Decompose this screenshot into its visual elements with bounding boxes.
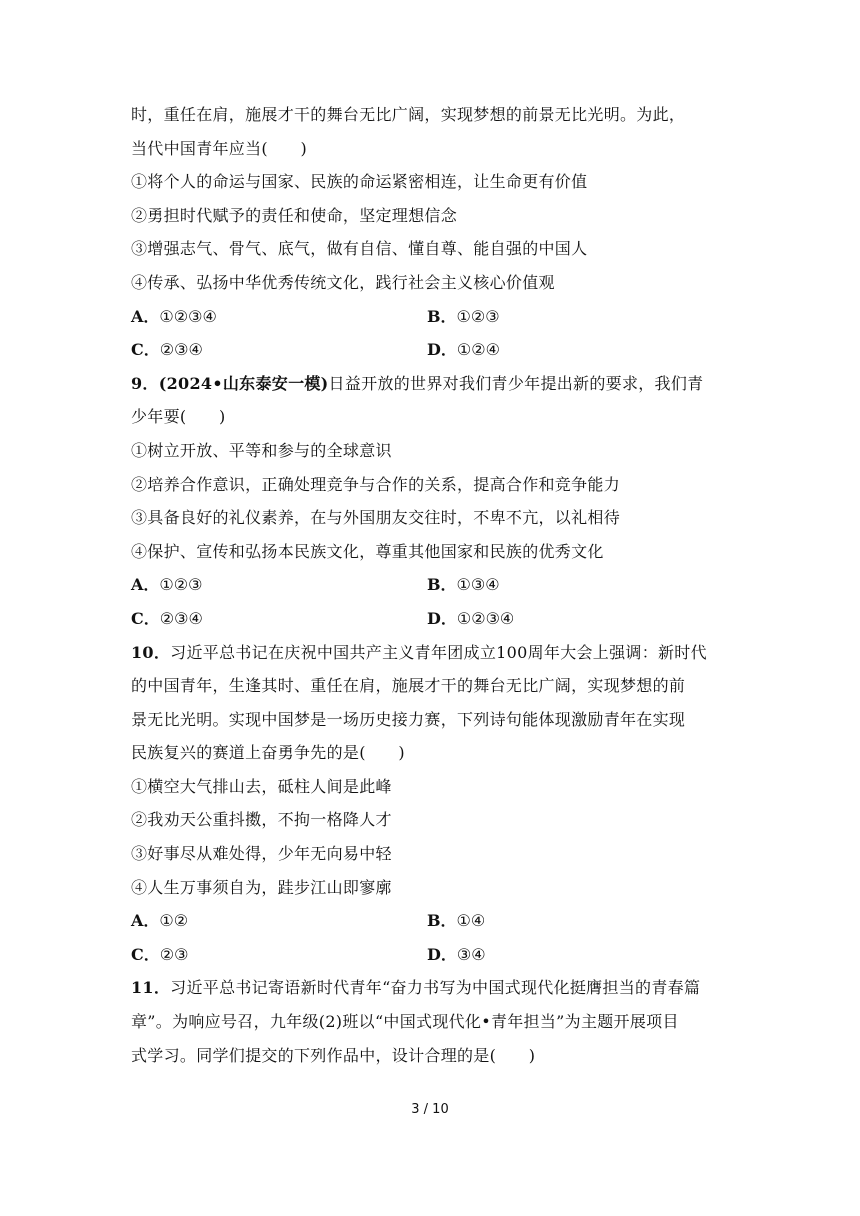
q10-stem-line-2: 的中国青年，生逢其时、重任在肩，施展才干的舞台无比广阔，实现梦想的前	[131, 676, 686, 696]
q11-number: 11．	[131, 978, 171, 998]
q8-options-row-2	[131, 333, 741, 367]
q8-option-c: C．②③④	[131, 340, 203, 360]
q10-option-b: B．①④	[427, 911, 486, 931]
q10-option-c: C．②③	[131, 944, 189, 964]
q8-option-d: D．①②④	[427, 340, 500, 360]
q9-options-row-2	[131, 602, 741, 636]
q9-statement-2: ②培养合作意识，正确处理竞争与合作的关系，提高合作和竞争能力	[131, 474, 621, 494]
q10-number: 10．	[131, 642, 171, 662]
q10-options-row-2	[131, 938, 741, 972]
q9-option-d: D．①②③④	[427, 608, 515, 628]
q10-option-d: D．③④	[427, 944, 486, 964]
q9-statement-1: ①树立开放、平等和参与的全球意识	[131, 440, 392, 460]
q10-statement-1: ①横空大气排山去，砥柱人间是此峰	[131, 776, 392, 796]
q8-statement-2: ②勇担时代赋予的责任和使命，坚定理想信念	[131, 205, 458, 225]
q8-statement-1: ①将个人的命运与国家、民族的命运紧密相连，让生命更有价值	[131, 172, 588, 192]
q9-source: (2024•山东泰安一模)	[158, 373, 329, 393]
q10-statement-4: ④人生万事须自为，跬步江山即寥廓	[131, 877, 392, 897]
q11-stem-line-1: 11．习近平总书记寄语新时代青年“奋力书写为中国式现代化挺膺担当的青春篇	[131, 978, 701, 998]
q8-stem-line-1: 时，重任在肩，施展才干的舞台无比广阔，实现梦想的前景无比光明。为此，	[131, 105, 686, 124]
q8-statement-3: ③增强志气、骨气、底气，做有自信、懂自尊、能自强的中国人	[131, 239, 588, 259]
page-number: 3 / 10	[411, 1102, 449, 1117]
q8-options-row-1	[131, 300, 741, 334]
content-column	[131, 98, 741, 1072]
q9-number: 9．	[131, 373, 159, 393]
q10-statement-2: ②我劝天公重抖擞，不拘一格降人才	[131, 810, 392, 830]
q9-options-row-1	[131, 568, 741, 602]
q9-stem-line-2: 少年要( )	[131, 407, 226, 427]
q8-option-a: A．①②③④	[131, 306, 217, 326]
q10-stem-line-1: 10．习近平总书记在庆祝中国共产主义青年团成立100周年大会上强调：新时代	[131, 642, 707, 662]
q8-stem-line-2: 当代中国青年应当( )	[131, 138, 308, 158]
q9-stem-line-1: 9．(2024•山东泰安一模)日益开放的世界对我们青少年提出新的要求，我们青	[131, 373, 704, 393]
q11-stem-line-3: 式学习。同学们提交的下列作品中，设计合理的是( )	[131, 1045, 536, 1065]
q9-option-b: B．①③④	[427, 575, 500, 595]
q10-stem-line-3: 景无比光明。实现中国梦是一场历史接力赛，下列诗句能体现激励青年在实现	[131, 709, 686, 729]
q10-stem-line-4: 民族复兴的赛道上奋勇争先的是( )	[131, 743, 405, 763]
q10-options-row-1	[131, 904, 741, 938]
q9-statement-3: ③具备良好的礼仪素养，在与外国朋友交往时，不卑不亢，以礼相待	[131, 508, 621, 528]
q11-stem-line-2: 章”。为响应号召，九年级(2)班以“中国式现代化•青年担当”为主题开展项目	[131, 1012, 679, 1032]
q8-statement-4: ④传承、弘扬中华优秀传统文化，践行社会主义核心价值观	[131, 272, 555, 292]
q9-statement-4: ④保护、宣传和弘扬本民族文化，尊重其他国家和民族的优秀文化	[131, 541, 604, 561]
q10-option-a: A．①②	[131, 911, 189, 931]
q9-option-a: A．①②③	[131, 575, 203, 595]
q8-option-b: B．①②③	[427, 306, 500, 326]
q10-statement-3: ③好事尽从难处得，少年无向易中轻	[131, 844, 392, 864]
q9-option-c: C．②③④	[131, 608, 203, 628]
